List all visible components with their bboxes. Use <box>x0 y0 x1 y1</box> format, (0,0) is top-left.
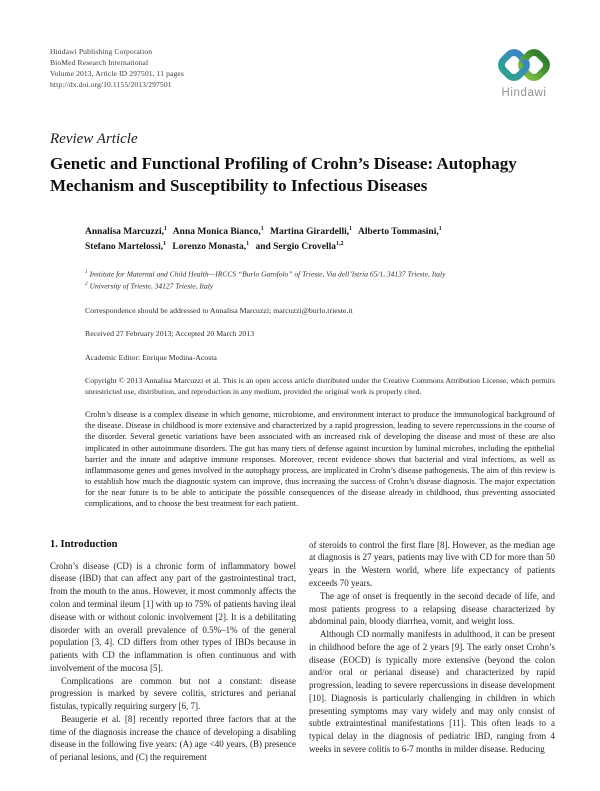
page-header <box>50 46 555 99</box>
correspondence-line: Correspondence should be addressed to Annalisa Marcuzzi; marcuzzi@burlo.trieste.it <box>85 305 353 315</box>
author <box>358 227 442 237</box>
received-accepted-line: Received 27 February 2013; Accepted 20 March 2013 <box>85 329 255 339</box>
body-paragraph: of steroids to control the first flare [8]. However, as the median age at diagnosis is 27 years, patients may live with CD for more than 50 years in the Western world, where life expectancy of patients exceeds 70 years. <box>309 539 555 588</box>
author-name: Martina Girardelli, <box>270 227 350 238</box>
author <box>255 242 343 252</box>
author-affil-sup: 1 <box>349 226 353 233</box>
author-affil-sup: 1 <box>163 241 167 248</box>
journal-name: BioMed Research International <box>50 58 149 67</box>
author <box>85 242 166 252</box>
section-heading-introduction: 1. Introduction <box>50 538 118 550</box>
author-name: Stefano Martelossi, <box>85 242 164 253</box>
copyright-notice: Copyright © 2013 Annalisa Marcuzzi et al. This is an open access article distributed under the Creative Commons Attribution License, which permits unrestricted use, distribution, and reproduction in any medium, provided the original work is properly cited. <box>85 375 555 397</box>
hindawi-rings-icon <box>493 44 555 86</box>
affiliation <box>85 280 555 293</box>
affiliation-sup: 2 <box>85 281 88 288</box>
author <box>172 242 249 252</box>
doi-link: http://dx.doi.org/10.1155/2013/297501 <box>50 80 172 89</box>
author-affil-sup: 1 <box>164 226 167 233</box>
hindawi-wordmark: Hindawi <box>501 87 547 99</box>
affiliation-list <box>85 268 555 293</box>
body-paragraph: Although CD normally manifests in adulthood, it can be present in childhood before the age of 2 years [9]. The early onset Crohn’s disease (EOCD) is typically more extensive (beyond the colon and/or oral or perianal disease) and characterized by rapid progression, leading to severe repercussions in disease development [10]. Diagnosis is particularly challenging in children in which presenting symptoms may vary widely and may only consist of subtle extraintestinal manifestations [11]. This often leads to a typical delay in the diagnosis of pediatric IBD, ranging from 4 weeks in severe colitis to 6-7 months in milder disease. Reducing <box>309 629 555 754</box>
author-list <box>85 225 555 255</box>
article-title: Genetic and Functional Profiling of Crohn’s Disease: Autophagy Mechanism and Susceptibility to Infectious Diseases <box>50 154 517 196</box>
author <box>270 227 352 237</box>
right-column <box>309 539 555 764</box>
author-name: and Sergio Crovella <box>255 242 337 253</box>
publisher-block <box>50 46 184 90</box>
affiliation-sup: 1 <box>85 268 88 275</box>
body-columns <box>50 539 555 764</box>
affiliation-text: Institute for Maternal and Child Health—IRCCS “Burlo Garofolo” of Trieste, Via dell’Istria 65/1, 34137 Trieste, Italy <box>89 269 446 279</box>
affiliation <box>85 268 555 281</box>
body-paragraph: Beaugerie et al. [8] recently reported three factors that at the time of the diagnosis increase the chance of developing a disabling disease in the following five years: (A) age <40 years, (B) presence of perianal lesions, and (C) the requirement <box>50 713 296 763</box>
publisher-line: Hindawi Publishing Corporation <box>50 47 153 56</box>
body-paragraph: Complications are common but not a constant: disease progression is marked by severe colitis, strictures and perianal fistulas, typically requiring surgery [6, 7]. <box>50 675 296 712</box>
body-paragraph: Crohn’s disease (CD) is a chronic form of inflammatory bowel disease (IBD) that can affect any part of the gastrointestinal tract, from the mouth to the anus. However, it most commonly affects the colon and terminal ileum [1] with up to 75% of patients having ileal disease with or without colonic involvement [2]. It is a debilitating disorder with an overall prevalence of 0.5%–1% of the general population [3, 4]. CD differs from other types of IBDs because in patients with CD the inflammation is often continuous and with involvement of the mucosa [5]. <box>50 560 296 673</box>
article-type-label: Review Article <box>50 131 138 147</box>
author-name: Anna Monica Bianco, <box>172 227 261 238</box>
author-affil-sup: 1 <box>260 226 264 233</box>
left-column <box>50 539 296 764</box>
author-affil-sup: 1 <box>246 241 250 248</box>
academic-editor-line: Academic Editor: Enrique Medina-Acosta <box>85 352 217 362</box>
author-name: Annalisa Marcuzzi, <box>85 227 164 238</box>
meta-block <box>85 225 555 509</box>
author-affil-sup: 1,2 <box>336 241 344 248</box>
volume-line: Volume 2013, Article ID 297501, 11 pages <box>50 69 184 78</box>
author <box>173 227 264 237</box>
author-name: Alberto Tommasini, <box>357 227 439 238</box>
body-paragraph: The age of onset is frequently in the second decade of life, and most patients progress to a relapsing disease characterized by abdominal pain, bloody diarrhea, vomit, and weight loss. <box>309 590 555 627</box>
hindawi-logo <box>493 44 555 99</box>
author <box>85 227 167 237</box>
affiliation-text: University of Trieste, 34127 Trieste, Italy <box>89 281 214 291</box>
author-affil-sup: 1 <box>438 226 442 233</box>
abstract-text: Crohn’s disease is a complex disease in which genome, microbiome, and environment interact to produce the immunological background of the disease. Disease in childhood is more extensive and characterized by a rapid progression, leading to severe repercussions in the course of the disorder. Several genetic variations have been associated with an increased risk of developing the disease and most of these are also implicated in other autoimmune disorders. The gut has many tiers of defense against incursion by luminal microbes, including the epithelial barrier and the innate and adaptive immune responses. Moreover, recent evidence shows that bacterial and viral infections, as well as inflammasome genes and genes involved in the autophagy process, are implicated in Crohn’s disease pathogenesis. The aim of this review is to establish how much the diagnostic system can improve, thus increasing the success of Crohn’s disease diagnosis. The major expectation for the near future is to be able to anticipate the possible consequences of the disease already in childhood, thus preventing associated complications, and to choose the best treatment for each patient. <box>85 410 555 508</box>
author-name: Lorenzo Monasta, <box>172 242 247 253</box>
